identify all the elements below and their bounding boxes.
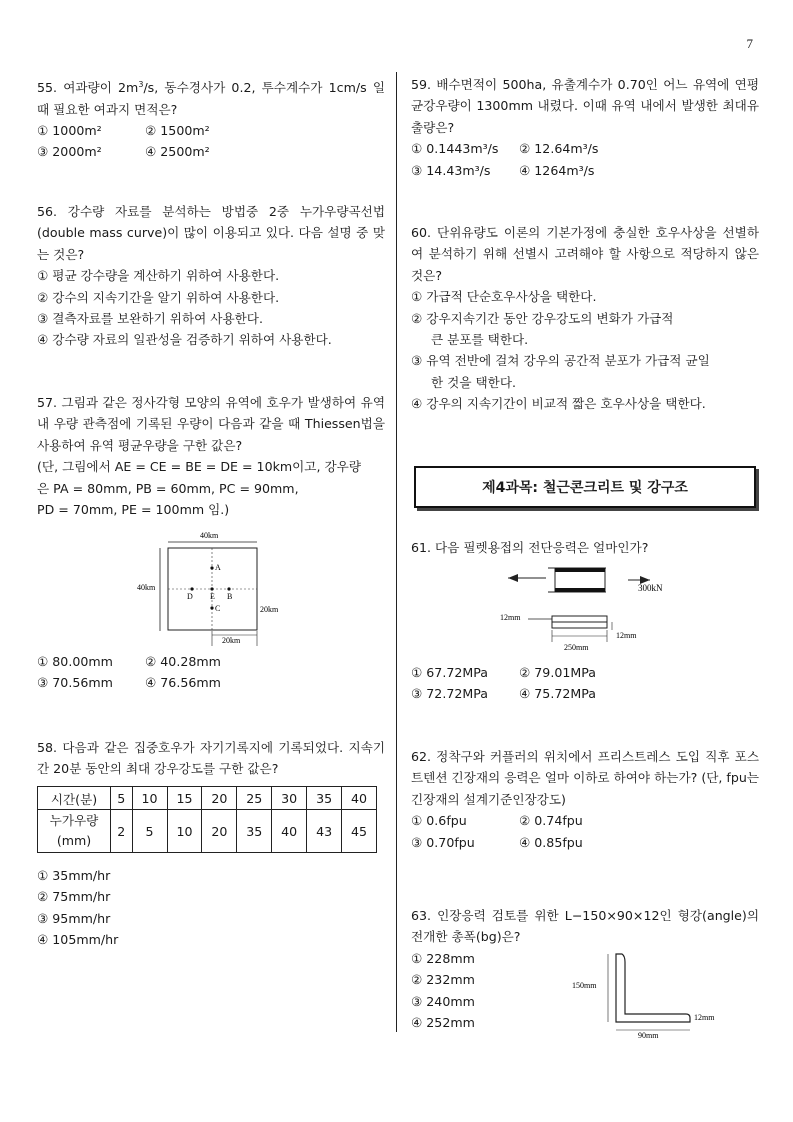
- q63-option-4[interactable]: ④ 252mm: [411, 1015, 475, 1031]
- table-cell: 40: [272, 810, 307, 853]
- fig61-thickness: 12mm: [500, 613, 521, 622]
- table-cell: 10: [132, 787, 167, 810]
- q62-option-2[interactable]: ② 0.74fpu: [519, 813, 583, 829]
- question-57-text: 57. 그림과 같은 정사각형 모양의 유역에 호우가 발생하여 유역 내 우량 관측점에 기록된 우량이 다음과 같을 때 Thiessen법을 사용하여 유역 평균우량을 구한 값은?: [37, 395, 385, 453]
- q61-weld-figure: [498, 558, 688, 658]
- q57-option-4[interactable]: ④ 76.56mm: [145, 675, 221, 691]
- table-cell: 5: [111, 787, 133, 810]
- fig63-width: 90mm: [638, 1031, 659, 1040]
- table-cell: 10: [167, 810, 202, 853]
- question-58: [37, 737, 385, 780]
- question-60-text: 60. 단위유량도 이론의 기본가정에 충실한 호우사상을 선별하여 분석하기 위해 선별시 고려해야 할 사항으로 적당하지 않은 것은?: [411, 225, 759, 283]
- q59-option-2[interactable]: ② 12.64m³/s: [519, 141, 599, 157]
- q61-options: [411, 662, 759, 705]
- q59-option-3[interactable]: ③ 14.43m³/s: [411, 162, 491, 178]
- q56-option-2[interactable]: ② 강수의 지속기간을 알기 위하여 사용한다.: [37, 289, 280, 305]
- fig61-length: 250mm: [564, 643, 589, 652]
- q58-rain-table: [37, 786, 377, 853]
- q57-option-1[interactable]: ① 80.00mm: [37, 654, 113, 669]
- table-cell: 43: [307, 810, 342, 853]
- question-56: [37, 201, 385, 351]
- fig57-point-a: A: [215, 563, 221, 572]
- table-cell: 25: [237, 787, 272, 810]
- q61-option-2[interactable]: ② 79.01MPa: [519, 665, 596, 680]
- table-cell: 40: [342, 787, 377, 810]
- table-row: [38, 787, 377, 810]
- question-57-condition-2: 은 PA = 80mm, PB = 60mm, PC = 90mm,: [37, 480, 299, 496]
- question-57: [37, 392, 385, 520]
- table-cell: 35: [237, 810, 272, 853]
- fig57-bottom-dim: 20km: [222, 636, 241, 645]
- q63-option-3[interactable]: ③ 240mm: [411, 993, 475, 1009]
- question-59: [411, 74, 759, 181]
- column-divider: [396, 72, 397, 1032]
- question-61-text: 61. 다음 필렛용접의 전단응력은 얼마인가?: [411, 540, 649, 555]
- table-cell: 15: [167, 787, 202, 810]
- question-57-condition-3: PD = 70mm, PE = 100mm 임.): [37, 502, 230, 518]
- fig61-load: 300kN: [638, 583, 663, 593]
- question-61: [411, 537, 759, 558]
- fig57-point-e: E: [210, 592, 215, 601]
- q58-option-2[interactable]: ② 75mm/hr: [37, 889, 111, 905]
- table-cell: 5: [132, 810, 167, 853]
- q57-options: [37, 651, 385, 694]
- q55-option-4[interactable]: ④ 2500m²: [145, 144, 210, 160]
- q60-option-4[interactable]: ④ 강우의 지속기간이 비교적 짧은 호우사상을 택한다.: [411, 396, 706, 412]
- q58-option-1[interactable]: ① 35mm/hr: [37, 868, 111, 883]
- q62-option-1[interactable]: ① 0.6fpu: [411, 813, 467, 829]
- fig57-right-dim: 20km: [260, 605, 279, 614]
- table-header: 시간(분): [38, 787, 111, 810]
- q62-option-4[interactable]: ④ 0.85fpu: [519, 834, 583, 850]
- q57-watershed-figure: [130, 528, 290, 652]
- question-62-text: 62. 정착구와 커플러의 위치에서 프리스트레스 도입 직후 포스트텐션 긴장재의 응력은 얼마 이하로 하여야 하는가? (단, fpu는 긴장재의 설계기준인장강도): [411, 749, 759, 807]
- q56-option-4[interactable]: ④ 강수량 자료의 일관성을 검증하기 위하여 사용한다.: [37, 332, 332, 348]
- q55-option-2[interactable]: ② 1500m²: [145, 123, 210, 138]
- subject-heading: 제4과목: 철근콘크리트 및 강구조: [414, 466, 756, 508]
- table-header: 누가우량 (mm): [38, 810, 111, 853]
- q63-option-2[interactable]: ② 232mm: [411, 972, 475, 988]
- fig57-point-b: B: [227, 592, 233, 601]
- q60-option-3[interactable]: ③ 유역 전반에 걸쳐 강우의 공간적 분포가 가급적 균일 한 것을 택한다.: [411, 353, 710, 390]
- q56-option-1[interactable]: ① 평균 강수량을 계산하기 위하여 사용한다.: [37, 268, 280, 284]
- q57-option-3[interactable]: ③ 70.56mm: [37, 675, 113, 691]
- fig61-leg: 12mm: [616, 631, 637, 640]
- fig57-top-dim: 40km: [200, 531, 219, 540]
- page-number: 7: [746, 36, 753, 51]
- question-55: [37, 74, 385, 163]
- question-63-text: 63. 인장응력 검토를 위한 L−150×90×12인 형강(angle)의 전개한 총폭(bg)은?: [411, 908, 759, 945]
- q60-option-2[interactable]: ② 강우지속기간 동안 강우강도의 변화가 가급적 큰 분포를 택한다.: [411, 310, 674, 348]
- fig57-point-d: D: [187, 592, 193, 601]
- question-59-text: 59. 배수면적이 500ha, 유출계수가 0.70인 어느 유역에 연평균강우량이 1300mm 내렸다. 이때 유역 내에서 발생한 최대유출량은?: [411, 77, 759, 135]
- q58-option-4[interactable]: ④ 105mm/hr: [37, 932, 119, 948]
- question-60: [411, 222, 759, 415]
- table-cell: 20: [202, 810, 237, 853]
- q63-option-1[interactable]: ① 228mm: [411, 950, 475, 966]
- q59-option-4[interactable]: ④ 1264m³/s: [519, 162, 595, 178]
- question-58-text: 58. 다음과 같은 집중호우가 자기기록지에 기록되었다. 지속기간 20분 동안의 최대 강우강도를 구한 값은?: [37, 740, 385, 777]
- table-cell: 30: [272, 787, 307, 810]
- question-55-text: 55. 여과량이 $2m^3/s$, 동수경사가 0.2, 투수계수가 1cm/s 일 때 필요한 여과지 면적은?: [37, 80, 386, 117]
- fig63-thickness: 12mm: [694, 1013, 715, 1022]
- fig57-point-c: C: [215, 604, 221, 613]
- q61-option-1[interactable]: ① 67.72MPa: [411, 665, 488, 680]
- table-cell: 2: [111, 810, 133, 853]
- q63-angle-figure: [570, 950, 730, 1040]
- question-57-condition-1: (단, 그림에서 AE = CE = BE = DE = 10km이고, 강우량: [37, 459, 361, 475]
- question-62: [411, 746, 759, 853]
- q55-option-3[interactable]: ③ 2000m²: [37, 144, 102, 160]
- table-cell: 20: [202, 787, 237, 810]
- q61-option-4[interactable]: ④ 75.72MPa: [519, 686, 596, 702]
- q57-option-2[interactable]: ② 40.28mm: [145, 654, 221, 669]
- q56-option-3[interactable]: ③ 결측자료를 보완하기 위하여 사용한다.: [37, 311, 263, 327]
- q58-options: [37, 865, 385, 951]
- table-cell: 45: [342, 810, 377, 853]
- table-row: [38, 810, 377, 853]
- q55-option-1[interactable]: ① 1000m²: [37, 123, 102, 138]
- q61-option-3[interactable]: ③ 72.72MPa: [411, 686, 488, 702]
- question-56-text: 56. 강수량 자료를 분석하는 방법중 2중 누가우량곡선법 (double mass curve)이 많이 이용되고 있다. 다음 설명 중 맞는 것은?: [37, 204, 385, 262]
- fig63-height: 150mm: [572, 981, 597, 990]
- q62-option-3[interactable]: ③ 0.70fpu: [411, 834, 475, 850]
- q59-option-1[interactable]: ① 0.1443m³/s: [411, 141, 499, 157]
- table-cell: 35: [307, 787, 342, 810]
- q60-option-1[interactable]: ① 가급적 단순호우사상을 택한다.: [411, 289, 597, 305]
- fig57-left-dim: 40km: [137, 583, 156, 592]
- q58-option-3[interactable]: ③ 95mm/hr: [37, 910, 111, 926]
